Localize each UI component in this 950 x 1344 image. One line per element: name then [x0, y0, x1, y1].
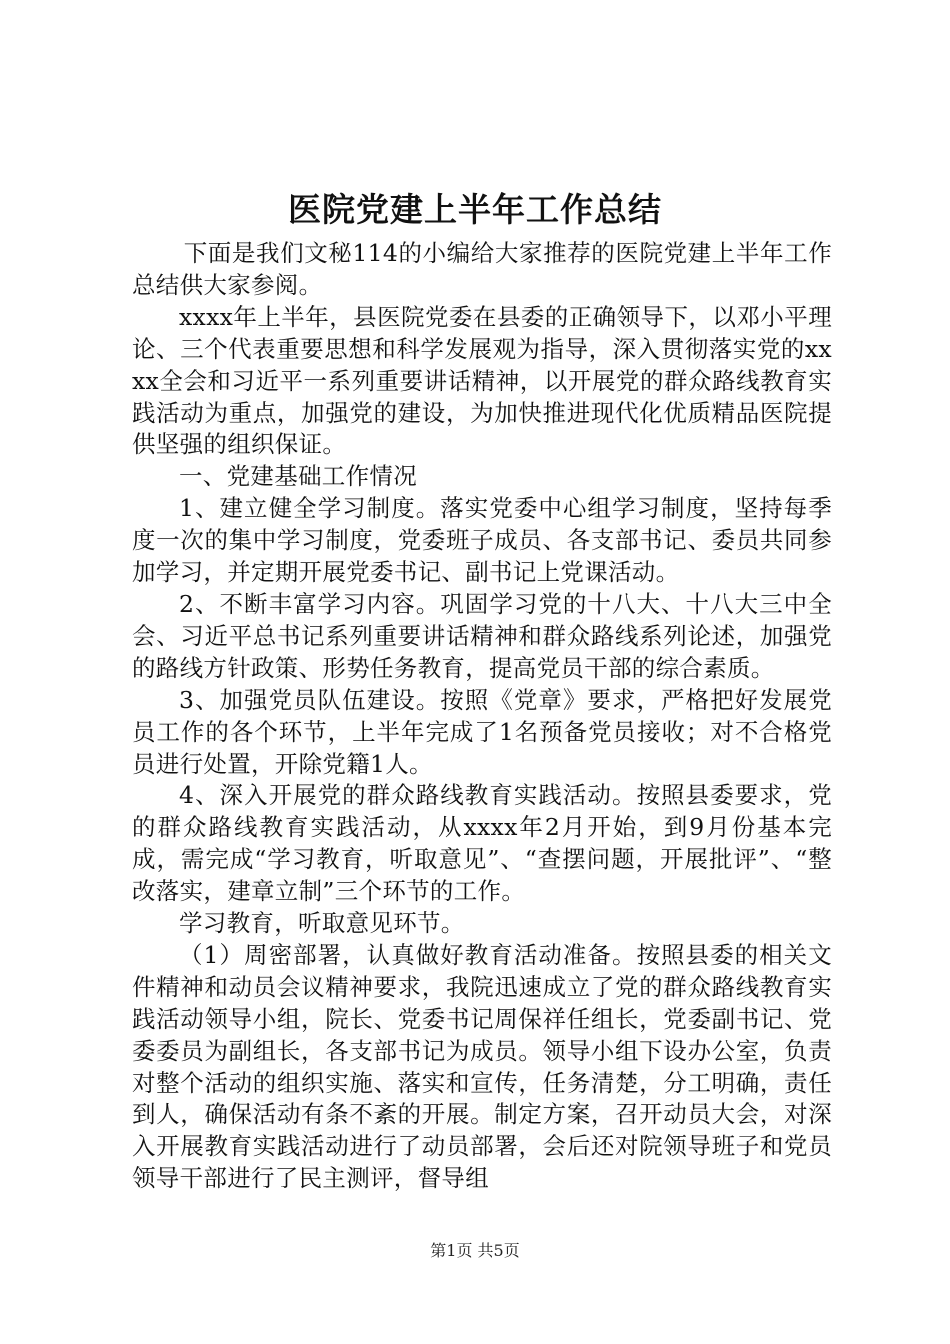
paragraph-item-3: 3、加强党员队伍建设。按照《党章》要求，严格把好发展党员工作的各个环节，上半年完成了1名预备党员接收；对不合格党员进行处置，开除党籍1人。 — [132, 685, 832, 778]
paragraph-item-2: 2、不断丰富学习内容。巩固学习党的十八大、十八大三中全会、习近平总书记系列重要讲话精神和群众路线系列论述，加强党的路线方针政策、形势任务教育，提高党员干部的综合素质。 — [132, 589, 832, 682]
paragraph-sub-item-1: （1）周密部署，认真做好教育活动准备。按照县委的相关文件精神和动员会议精神要求，我院迅速成立了党的群众路线教育实践活动领导小组，院长、党委书记周保祥任组长，党委副书记、党委委员为副组长，各支部书记为成员。领导小组下设办公室，负责对整个活动的组织实施、落实和宣传，任务清楚，分工明确，责任到人，确保活动有条不紊的开展。制定方案，召开动员大会，对深入开展教育实践活动进行了动员部署，会后还对院领导班子和党员领导干部进行了民主测评，督导组 — [132, 940, 832, 1193]
sub-heading-learning: 学习教育，听取意见环节。 — [179, 909, 465, 938]
section-heading-1: 一、党建基础工作情况 — [179, 462, 417, 491]
document-body — [132, 238, 832, 1195]
paragraph-intro: 下面是我们文秘114的小编给大家推荐的医院党建上半年工作总结供大家参阅。 — [132, 239, 832, 299]
paragraph-item-4: 4、深入开展党的群众路线教育实践活动。按照县委要求，党的群众路线教育实践活动，从xxxx年2月开始，到9月份基本完成，需完成“学习教育，听取意见”、“查摆问题，开展批评”、“整改落实，建章立制”三个环节的工作。 — [132, 781, 832, 906]
paragraph-overview: xxxx年上半年，县医院党委在县委的正确领导下，以邓小平理论、三个代表重要思想和科学发展观为指导，深入贯彻落实党的xxxx全会和习近平一系列重要讲话精神，以开展党的群众路线教育实践活动为重点，加强党的建设，为加快推进现代化优质精品医院提供坚强的组织保证。 — [132, 302, 832, 459]
paragraph-item-1: 1、建立健全学习制度。落实党委中心组学习制度，坚持每季度一次的集中学习制度，党委班子成员、各支部书记、委员共同参加学习，并定期开展党委书记、副书记上党课活动。 — [132, 494, 832, 587]
document-title: 医院党建上半年工作总结 — [288, 190, 662, 229]
page-footer: 第1页 共5页 — [430, 1241, 520, 1260]
